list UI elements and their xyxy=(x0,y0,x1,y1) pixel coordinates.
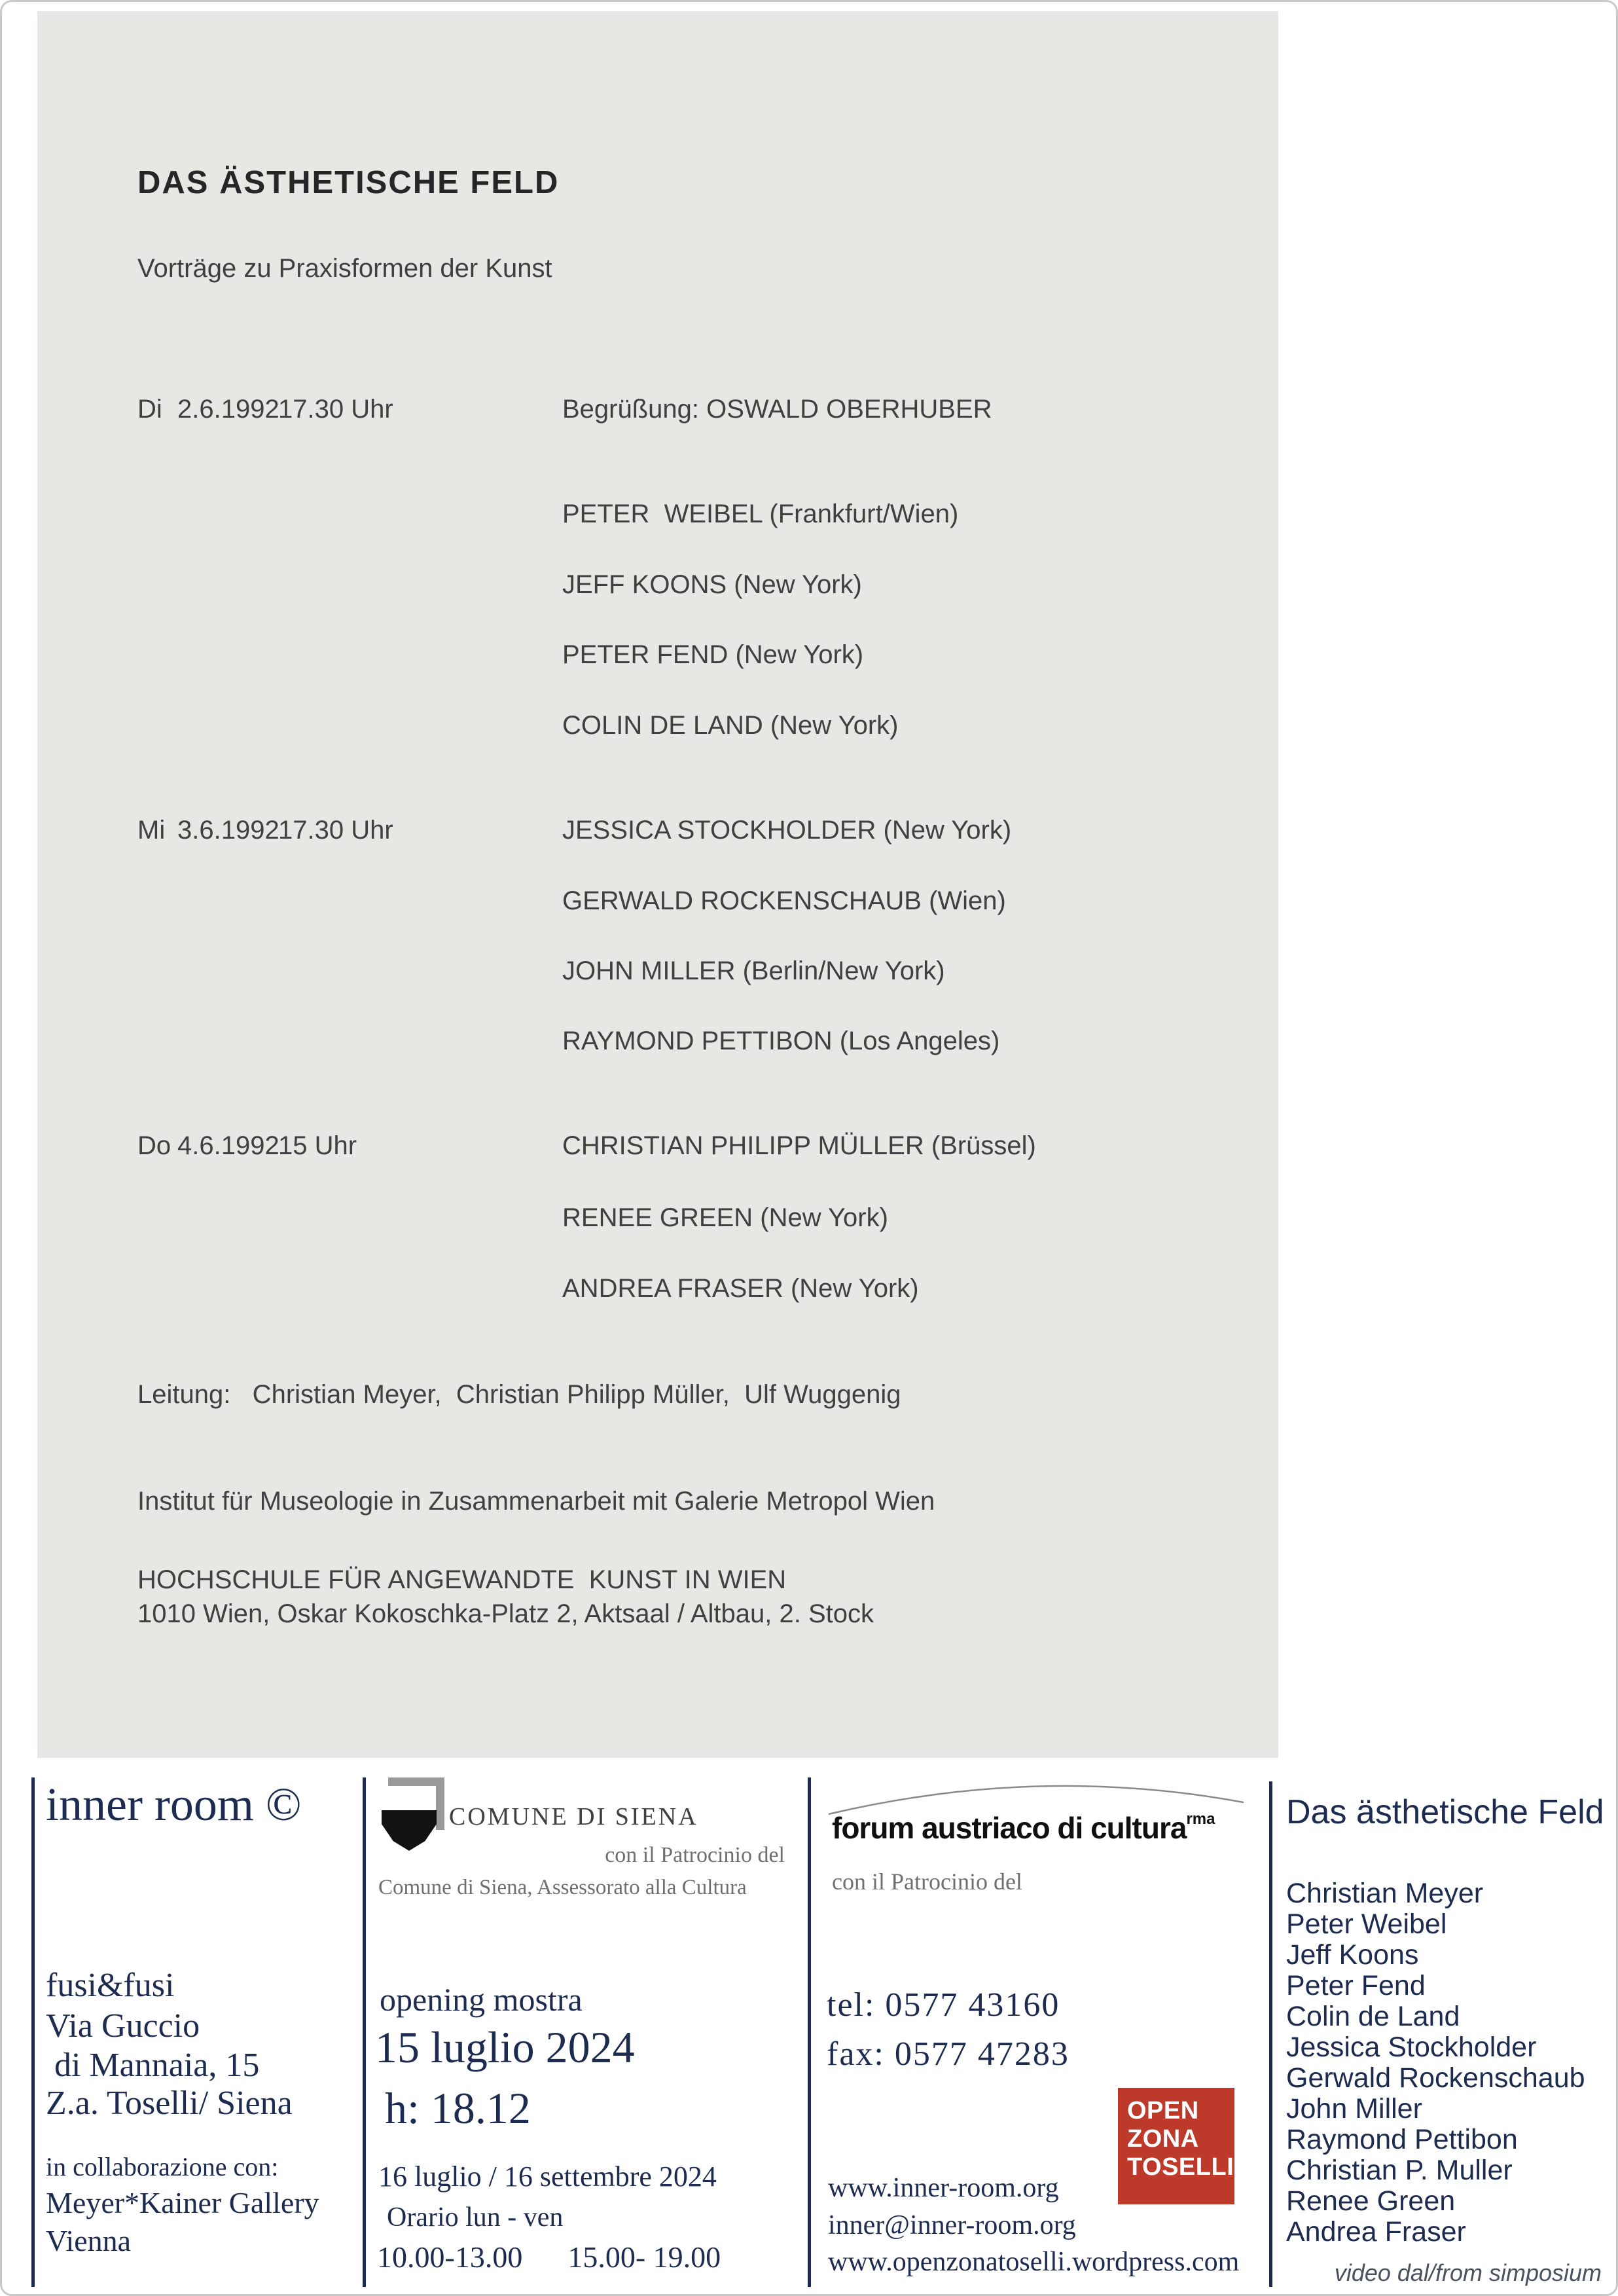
feld-name: Peter Weibel xyxy=(1286,1908,1447,1940)
feld-name: Christian Meyer xyxy=(1286,1878,1484,1909)
session-day: Di xyxy=(137,395,162,424)
forum-logo-text: forum austriaco di cultura xyxy=(832,1811,1187,1845)
website-link: www.openzonatoselli.wordpress.com xyxy=(828,2247,1240,2277)
feld-name: Jeff Koons xyxy=(1286,1939,1419,1971)
address-line: Via Guccio xyxy=(46,2007,200,2045)
open-zona-toselli-line: TOSELLI xyxy=(1127,2153,1234,2181)
forum-logo xyxy=(832,1810,1215,1846)
collaboration-label: in collaborazione con: xyxy=(46,2152,279,2181)
speaker-line: RENEE GREEN (New York) xyxy=(562,1203,888,1232)
fax-line: fax: 0577 47283 xyxy=(827,2035,1070,2073)
open-zona-toselli-line: OPEN xyxy=(1127,2097,1199,2124)
session-date: 4.6.1992 xyxy=(177,1131,279,1160)
address-line: Z.a. Toselli/ Siena xyxy=(46,2085,293,2122)
feld-name: Raymond Pettibon xyxy=(1286,2124,1518,2155)
feld-name: Peter Fend xyxy=(1286,1970,1426,2001)
email-link: inner@inner-room.org xyxy=(828,2210,1076,2240)
hours-value: 10.00-13.00 15.00- 19.00 xyxy=(377,2240,721,2274)
document-subtitle: Vorträge zu Praxisformen der Kunst xyxy=(137,254,552,283)
open-zona-toselli-line: ZONA xyxy=(1127,2124,1199,2153)
address-line: fusi&fusi xyxy=(46,1967,175,2004)
hochschule-line: HOCHSCHULE FÜR ANGEWANDTE KUNST IN WIEN xyxy=(137,1565,787,1594)
feld-title: Das ästhetische Feld xyxy=(1286,1793,1604,1831)
session-date: 3.6.1992 xyxy=(177,816,279,845)
document-title: DAS ÄSTHETISCHE FELD xyxy=(137,165,560,200)
video-note: video dal/from simposium xyxy=(1334,2259,1602,2286)
speaker-line: Begrüßung: OSWALD OBERHUBER xyxy=(562,395,992,424)
feld-name: Christian P. Muller xyxy=(1286,2155,1513,2186)
speaker-line: ANDREA FRASER (New York) xyxy=(562,1274,919,1303)
collaboration-line: Meyer*Kainer Gallery xyxy=(46,2186,319,2219)
speaker-line: GERWALD ROCKENSCHAUB (Wien) xyxy=(562,886,1006,915)
session-date: 2.6.1992 xyxy=(177,395,279,424)
speaker-line: RAYMOND PETTIBON (Los Angeles) xyxy=(562,1027,1000,1055)
siena-org-name: COMUNE DI SIENA xyxy=(449,1803,698,1831)
address-line: di Mannaia, 15 xyxy=(54,2047,260,2084)
inner-room-logo: inner room © xyxy=(46,1778,302,1831)
speaker-line: PETER FEND (New York) xyxy=(562,640,864,669)
footer-divider xyxy=(808,1777,811,2287)
institut-line: Institut für Museologie in Zusammenarbeit mit Galerie Metropol Wien xyxy=(137,1487,935,1516)
opening-label: opening mostra xyxy=(380,1981,583,2018)
feld-name: John Miller xyxy=(1286,2093,1422,2124)
speaker-line: JESSICA STOCKHOLDER (New York) xyxy=(562,816,1012,845)
hours-label: Orario lun - ven xyxy=(387,2202,564,2232)
speaker-line: CHRISTIAN PHILIPP MÜLLER (Brüssel) xyxy=(562,1131,1036,1160)
forum-patrocinio: con il Patrocinio del xyxy=(832,1868,1022,1895)
footer-divider xyxy=(31,1777,35,2287)
siena-patrocinio-2: Comune di Siena, Assessorato alla Cultura xyxy=(378,1876,747,1899)
footer-divider xyxy=(1269,1781,1272,2287)
collaboration-line: Vienna xyxy=(46,2224,132,2257)
exhibition-dates: 16 luglio / 16 settembre 2024 xyxy=(378,2160,717,2193)
website-link: www.inner-room.org xyxy=(828,2173,1059,2203)
siena-patrocinio-1: con il Patrocinio del xyxy=(605,1843,785,1867)
forum-logo-superscript: rma xyxy=(1186,1810,1215,1828)
speaker-line: PETER WEIBEL (Frankfurt/Wien) xyxy=(562,500,959,528)
open-zona-toselli-logo xyxy=(1118,2088,1234,2204)
session-day: Mi xyxy=(137,816,166,845)
speaker-line: COLIN DE LAND (New York) xyxy=(562,711,899,740)
speaker-line: JEFF KOONS (New York) xyxy=(562,570,862,599)
session-time: 17.30 Uhr xyxy=(278,816,393,845)
footer-divider xyxy=(363,1777,366,2287)
feld-names-list xyxy=(1286,1878,1585,2248)
leitung-line: Leitung: Christian Meyer, Christian Philipp Müller, Ulf Wuggenig xyxy=(137,1380,901,1409)
tel-line: tel: 0577 43160 xyxy=(827,1986,1060,2024)
session-time: 17.30 Uhr xyxy=(278,395,393,424)
opening-date: 15 luglio 2024 xyxy=(375,2022,635,2072)
opening-time: h: 18.12 xyxy=(385,2083,531,2133)
feld-name: Gerwald Rockenschaub xyxy=(1286,2062,1585,2094)
session-day: Do xyxy=(137,1131,171,1160)
feld-name: Renee Green xyxy=(1286,2185,1456,2217)
feld-name: Andrea Fraser xyxy=(1286,2216,1466,2248)
hochschule-address: 1010 Wien, Oskar Kokoschka-Platz 2, Aktsaal / Altbau, 2. Stock xyxy=(137,1599,874,1628)
feld-name: Jessica Stockholder xyxy=(1286,2032,1537,2063)
feld-name: Colin de Land xyxy=(1286,2001,1460,2032)
speaker-line: JOHN MILLER (Berlin/New York) xyxy=(562,957,945,985)
session-time: 15 Uhr xyxy=(278,1131,357,1160)
